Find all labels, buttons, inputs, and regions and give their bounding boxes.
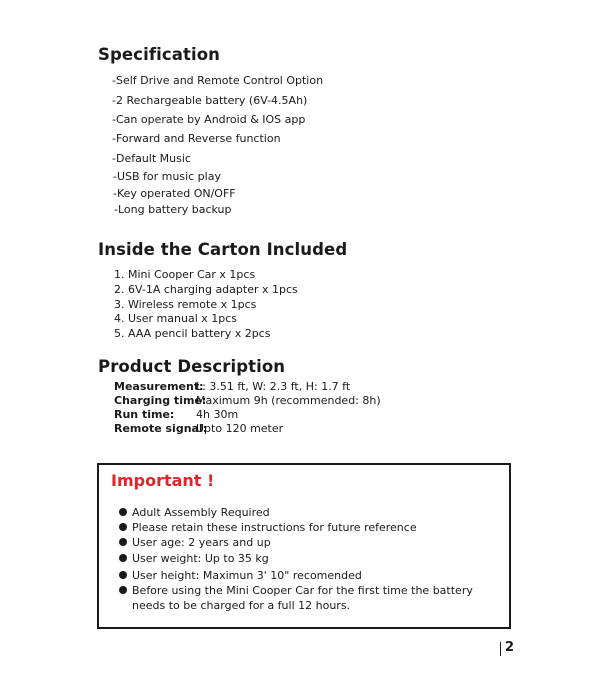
pd-label: Remote signal: (114, 422, 208, 435)
important-item-text: User age: 2 years and up (132, 536, 271, 549)
pd-label: Measurement: (114, 380, 204, 393)
important-box (97, 463, 511, 629)
spec-item: -Key operated ON/OFF (113, 187, 236, 200)
bullet-icon (119, 508, 127, 516)
bullet-icon (119, 554, 127, 562)
spec-item: -Default Music (112, 152, 191, 165)
carton-item: 4. User manual x 1pcs (114, 312, 238, 325)
pd-label: Charging time: (114, 394, 207, 407)
important-item-text: Adult Assembly Required (132, 506, 270, 519)
product-description-heading: Product Description (98, 357, 286, 376)
important-item-text: Before using the Mini Cooper Car for the first time the battery needs to be charged for a full 12 hours. (132, 584, 473, 612)
pd-label: Run time: (114, 408, 175, 421)
carton-item: 5. AAA pencil battery x 2pcs (114, 327, 271, 340)
important-item-text: User height: Maximun 3' 10" recomended (132, 569, 362, 582)
page-number: 2 (505, 640, 515, 655)
spec-item: -Self Drive and Remote Control Option (112, 74, 324, 87)
important-title: Important ! (111, 471, 215, 490)
bullet-icon (119, 571, 127, 579)
page-number-divider (500, 642, 501, 656)
pd-value: Upto 120 meter (196, 422, 284, 435)
bullet-icon (119, 586, 127, 594)
spec-item: -2 Rechargeable battery (6V-4.5Ah) (112, 94, 308, 107)
pd-value: 4h 30m (196, 408, 239, 421)
spec-item: -Forward and Reverse function (112, 132, 281, 145)
carton-heading: Inside the Carton Included (98, 240, 348, 259)
carton-item: 1. Mini Cooper Car x 1pcs (114, 268, 256, 281)
important-item-text: Please retain these instructions for future reference (132, 521, 417, 534)
bullet-icon (119, 538, 127, 546)
spec-item: -Long battery backup (114, 203, 232, 216)
specification-heading: Specification (98, 45, 220, 64)
carton-item: 2. 6V-1A charging adapter x 1pcs (114, 283, 298, 296)
important-item-text: User weight: Up to 35 kg (132, 552, 269, 565)
pd-value: Maximum 9h (recommended: 8h) (196, 394, 381, 407)
pd-value: L: 3.51 ft, W: 2.3 ft, H: 1.7 ft (196, 380, 351, 393)
bullet-icon (119, 523, 127, 531)
spec-item: -Can operate by Android & IOS app (112, 113, 306, 126)
spec-item: -USB for music play (113, 170, 221, 183)
carton-item: 3. Wireless remote x 1pcs (114, 298, 257, 311)
